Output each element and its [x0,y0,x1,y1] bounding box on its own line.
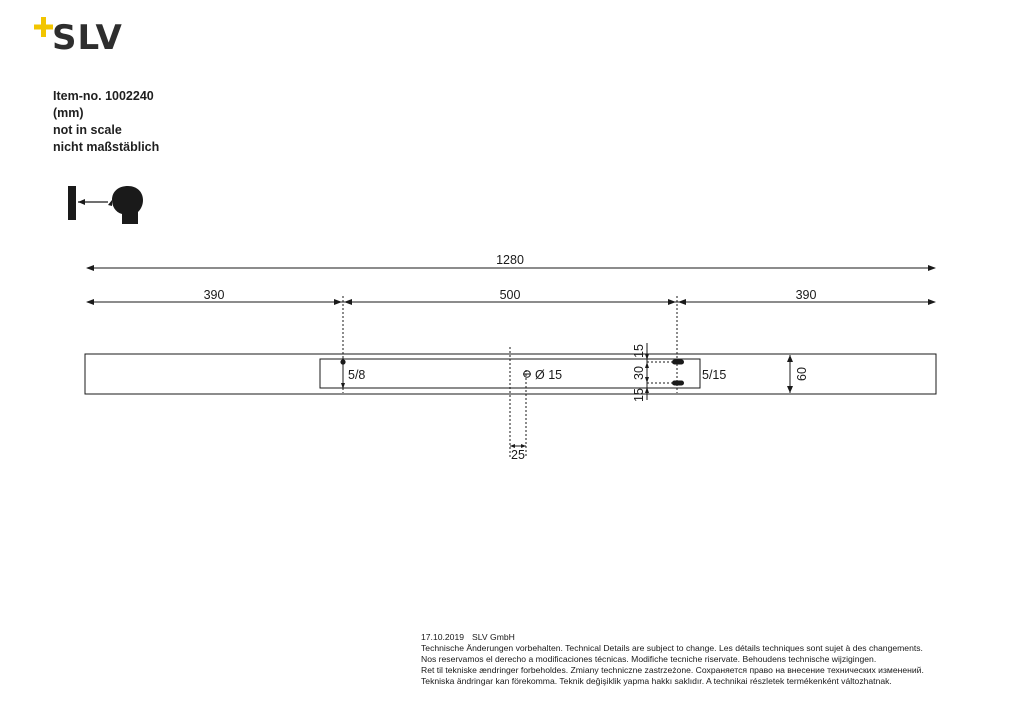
right-slot-bottom [672,381,684,386]
right-slot-top [672,360,684,365]
height-label: 60 [795,367,809,381]
left-hole [340,359,345,364]
footer-date: 17.10.2019 [421,632,465,642]
footer-line: Tekniska ändringar kan förekomma. Teknik değişiklik yapma hakkı saklıdır. A technikai részletek termékenként változhatnak. [421,676,892,686]
footer-line: Ret til tekniske ændringer forbeholdes. Zmiany techniczne zastrzeżone. Сохраняется право на внесение технических изменений. [421,665,924,675]
left-segment-label: 390 [203,288,225,302]
footer-line: Nos reservamos el derecho a modificaciones técnicas. Modifiche tecniche riservate. Behoudens technische wijzigingen. [421,654,877,664]
unit-label: (mm) [53,106,84,120]
center-hole-label: Ø 15 [535,368,563,382]
overall-dim-label: 1280 [496,253,524,267]
brand-name: SLV [52,18,123,58]
hole-spacing-label: 30 [632,366,646,380]
left-hole-label: 5/8 [348,368,366,382]
scale-note-en: not in scale [53,123,122,137]
footer-company: SLV GmbH [472,632,515,642]
top-margin-label: 15 [632,344,646,358]
right-hole-label: 5/15 [702,368,727,382]
right-segment-label: 390 [795,288,817,302]
footer-meta [421,632,924,643]
footer-line: Technische Änderungen vorbehalten. Technical Details are subject to change. Les détails techniques sont sujet à des changements. [421,643,923,653]
scale-note-de: nicht maßstäblich [53,140,160,154]
bottom-margin-label: 15 [632,388,646,402]
item-number: Item-no. 1002240 [53,89,154,103]
middle-segment-label: 500 [499,288,521,302]
offset-label: 25 [511,448,525,462]
footer [421,632,924,687]
